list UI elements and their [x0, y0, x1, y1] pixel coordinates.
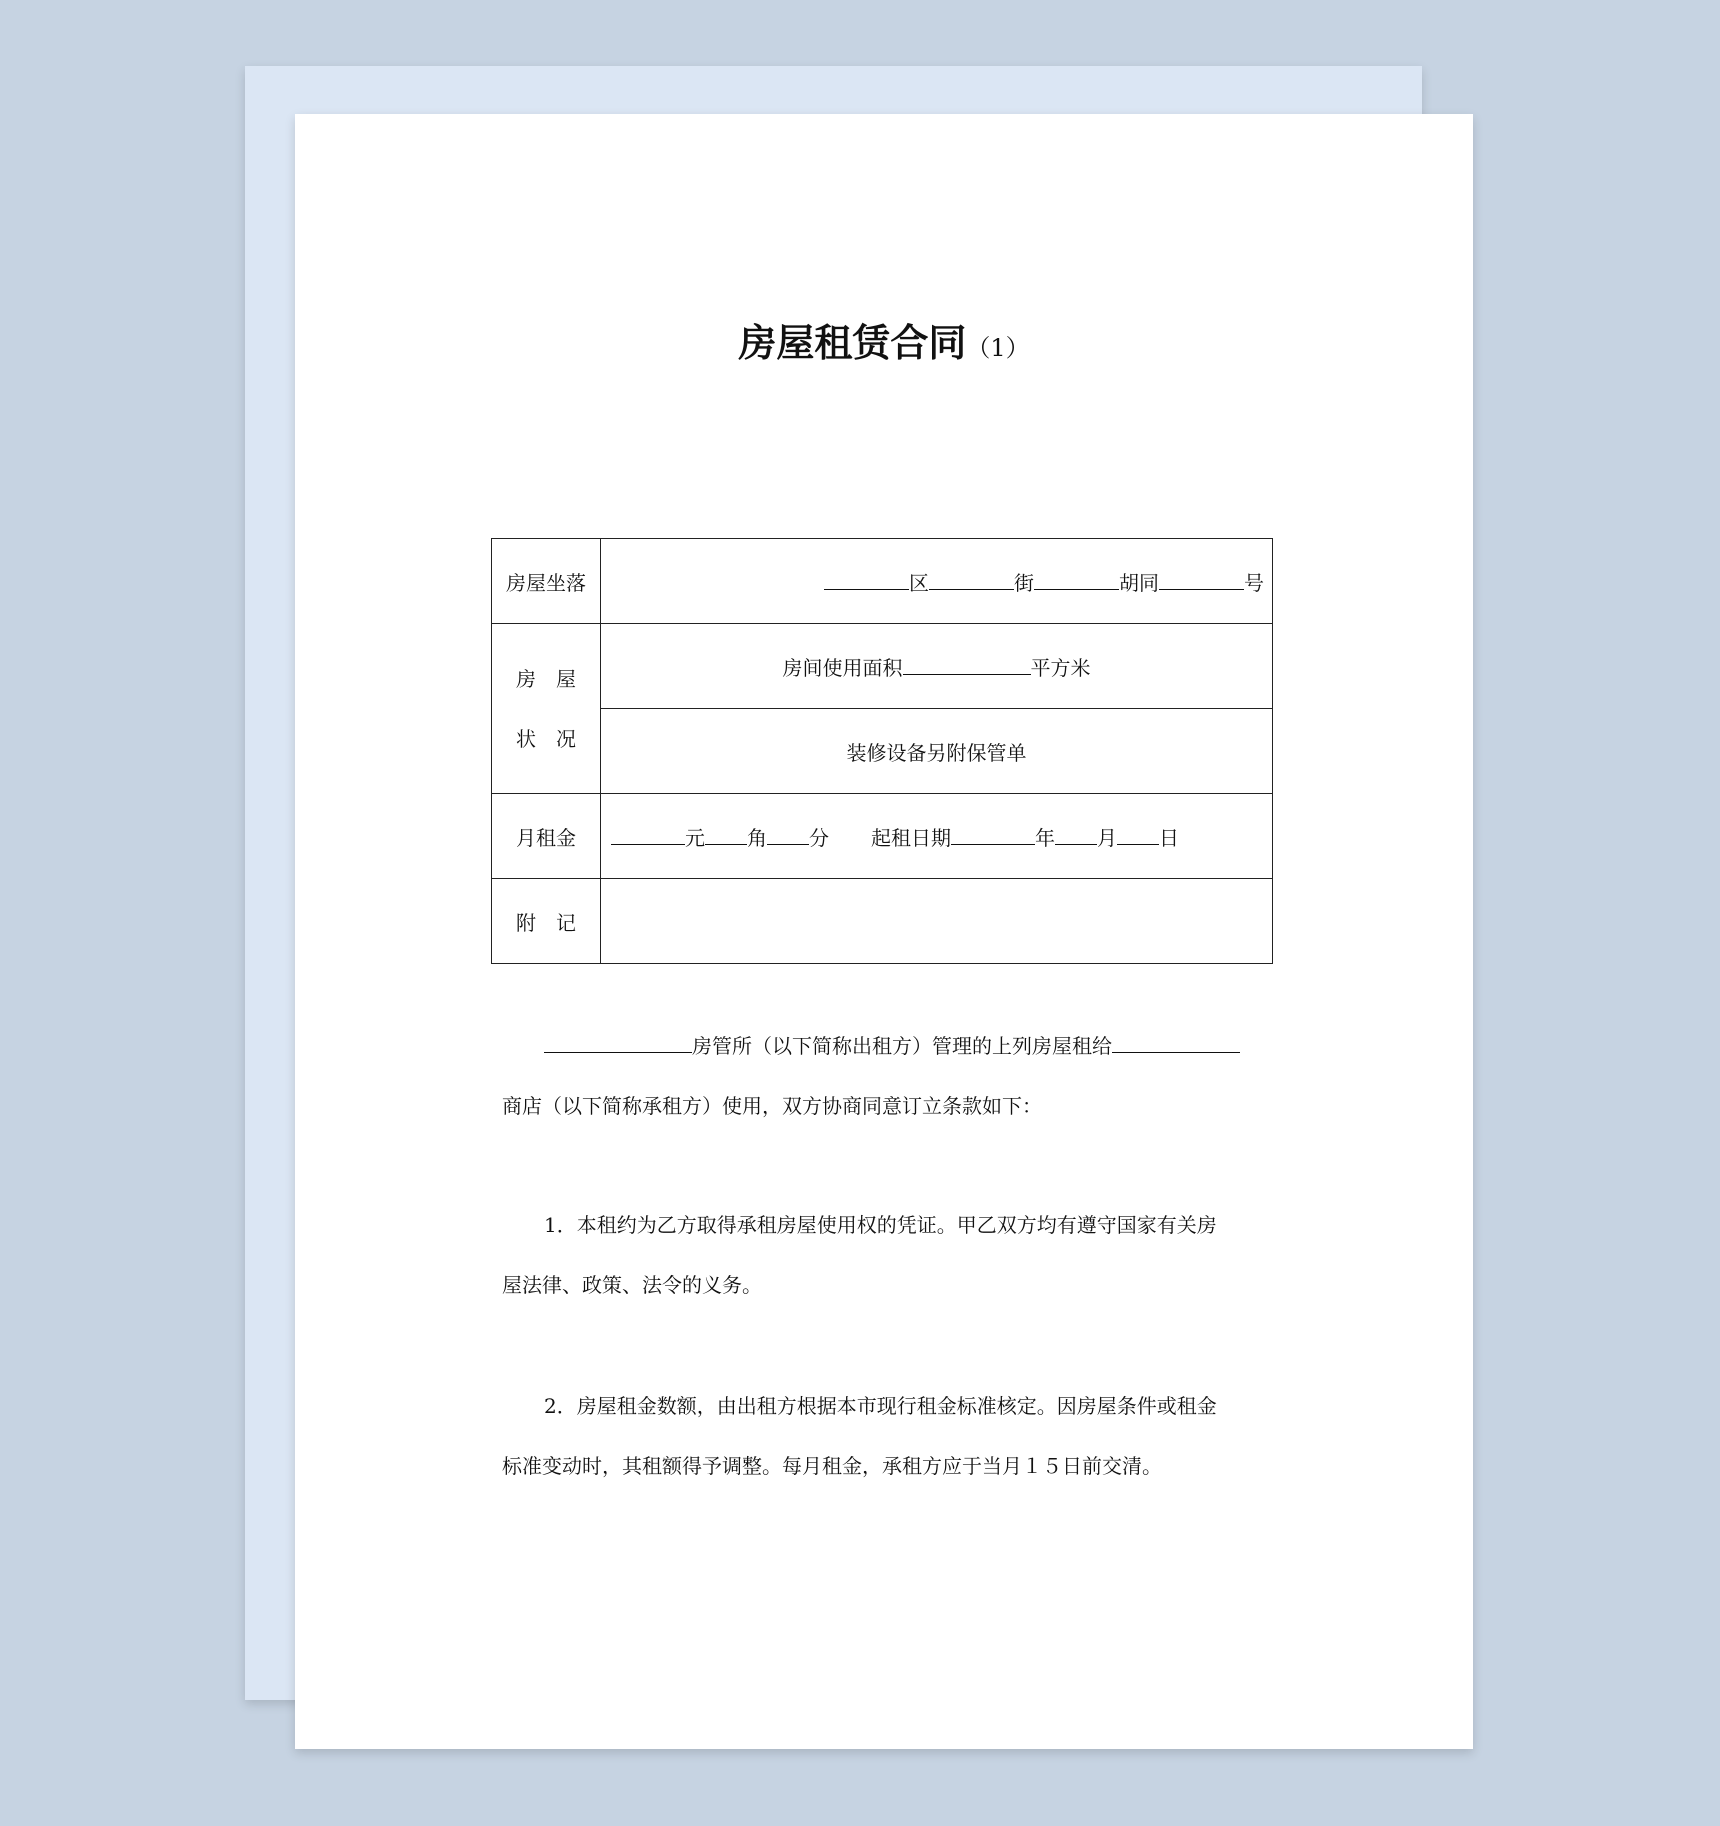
rent-label: 月租金: [492, 794, 601, 879]
table-row: [492, 624, 1273, 709]
notes-label: 附 记: [492, 879, 601, 964]
unit-day: 日: [1159, 825, 1179, 850]
table-row: [492, 879, 1273, 964]
status-label: [492, 624, 601, 794]
property-table: [491, 538, 1273, 964]
intro-paragraph: [502, 1016, 1264, 1136]
unit-year: 年: [1035, 825, 1055, 850]
table-row: [492, 539, 1273, 624]
status-label-line2: 状 况: [516, 726, 576, 751]
table-row: [492, 709, 1273, 794]
unit-fen: 分: [809, 825, 829, 850]
location-field[interactable]: [601, 539, 1273, 624]
clause1-line2: 屋法律、政策、法令的义务。: [502, 1273, 762, 1297]
clause-1: [502, 1195, 1264, 1315]
area-label: 房间使用面积: [782, 655, 903, 680]
unit-number: 号: [1244, 570, 1264, 595]
area-unit: 平方米: [1030, 655, 1091, 680]
clause2-line1: 2．房屋租金数额，由出租方根据本市现行租金标准核定。因房屋条件或租金: [544, 1394, 1217, 1418]
clause2-line2: 标准变动时，其租额得予调整。每月租金，承租方应于当月１５日前交清。: [502, 1454, 1162, 1478]
rent-field[interactable]: [601, 794, 1273, 879]
intro-line2: 商店（以下简称承租方）使用，双方协商同意订立条款如下：: [502, 1094, 1042, 1118]
clause-2: [502, 1376, 1264, 1496]
area-field[interactable]: [601, 624, 1273, 709]
unit-hutong: 胡同: [1119, 570, 1159, 595]
unit-street: 街: [1014, 570, 1034, 595]
unit-jiao: 角: [747, 825, 767, 850]
title-text: 房屋租赁合同: [738, 321, 967, 365]
title-suffix: （1）: [966, 334, 1030, 362]
status-label-line1: 房 屋: [516, 666, 576, 691]
document-title: [295, 312, 1473, 367]
unit-month: 月: [1097, 825, 1117, 850]
unit-yuan: 元: [685, 825, 705, 850]
notes-field[interactable]: [601, 879, 1273, 964]
equipment-text: 装修设备另附保管单: [601, 709, 1273, 794]
start-date-label: 起租日期: [871, 825, 951, 850]
clause1-line1: 1．本租约为乙方取得承租房屋使用权的凭证。甲乙双方均有遵守国家有关房: [544, 1213, 1217, 1237]
table-row: [492, 794, 1273, 879]
intro-text: 房管所（以下简称出租方）管理的上列房屋租给: [692, 1034, 1112, 1058]
unit-district: 区: [909, 570, 929, 595]
location-label: 房屋坐落: [492, 539, 601, 624]
